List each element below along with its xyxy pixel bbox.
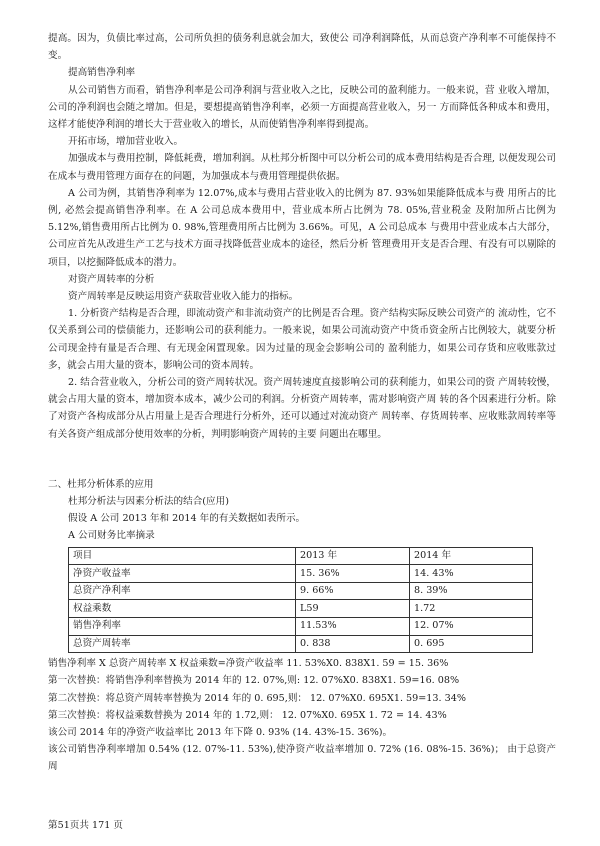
paragraph: 对资产周转率的分析 xyxy=(68,273,155,285)
table-cell: 11.53% xyxy=(296,618,410,636)
table-row xyxy=(69,635,533,653)
section-title: 二、杜邦分析体系的应用 xyxy=(48,478,154,490)
paragraph: 提高销售净利率 xyxy=(68,67,136,79)
document-page xyxy=(48,30,556,776)
paragraph: 该公司销售净利率增加 0.54% (12. 07%-11. 53%),使净资产收益率增加 0. 72% (16. 08%-15. 36%)； 由于总资产周 xyxy=(48,744,556,773)
table-cell: 销售净利率 xyxy=(69,618,296,636)
table-cell: 14. 43% xyxy=(410,565,533,583)
paragraph: 该公司 2014 年的净资产收益率比 2013 年下降 0. 93% (14. 43%-15. 36%)。 xyxy=(48,727,393,739)
table-cell: 总资产净利率 xyxy=(69,582,296,600)
table-header-cell: 项目 xyxy=(69,547,296,565)
table-cell: 权益乘数 xyxy=(69,600,296,618)
table-cell: 12. 07% xyxy=(410,618,533,636)
paragraph: 开拓市场，增加营业收入。 xyxy=(68,136,184,148)
sub-title: 杜邦分析法与因素分析法的结合(应用) xyxy=(68,496,229,508)
body-text-top xyxy=(48,30,556,443)
table-row xyxy=(69,565,533,583)
table-cell: 0. 838 xyxy=(296,635,410,653)
table-caption: A 公司财务比率摘录 xyxy=(68,530,155,542)
paragraph: 2. 结合营业收入，分析公司的资产周转状况。资产周转速度直接影响公司的获利能力，如果公司的资 产周转较慢，就会占用大量的资本，增加资本成本，减少公司的利润。分析资产周转率，需对影响资产周 转的各个因素进行分析。除了对资产各构成部分从占用量上是否合理进行分析外，还可以通过对流动资产 周转率、存货周转率、应收账款周转率等有关各资产组成部分使用效率的分析，判明影响资产周转的主要 问题出在哪里。 xyxy=(48,377,556,440)
table-header-cell: 2013 年 xyxy=(296,547,410,565)
paragraph: 提高。因为，负债比率过高，公司所负担的债务利息就会加大，致使公 司净利润降低，从而总资产净利率不可能保持不变。 xyxy=(48,33,556,62)
table-cell: 0. 695 xyxy=(410,635,533,653)
paragraph: 第一次替换：将销售净利率替换为 2014 年的 12. 07%,则: 12. 07%X0. 838X1. 59=16. 08% xyxy=(48,675,460,687)
table-row xyxy=(69,618,533,636)
table-cell: 9. 66% xyxy=(296,582,410,600)
paragraph: 第三次替换：将权益乘数替换为 2014 年的 1.72,则： 12. 07%X0. 695X 1. 72 = 14. 43% xyxy=(48,709,447,721)
ratio-table xyxy=(68,547,533,654)
table-cell: 8. 39% xyxy=(410,582,533,600)
paragraph: 从公司销售方而看，销售净利率是公司净利润与营业收入之比，反映公司的盈利能力。一般来说，营 业收入增加，公司的净利润也会随之增加。但是，要想提高销售净利率，必须一方面提高营业收入，另一 方而降低各种成本和费用，这样才能使净利润的增长大于营业收入的增长，从而使销售净利率得到提高。 xyxy=(48,84,556,131)
table-header-row xyxy=(69,547,533,565)
intro-text: 假设 A 公司 2013 年和 2014 年的有关数据如表所示。 xyxy=(68,513,306,525)
table-cell: 15. 36% xyxy=(296,565,410,583)
table-cell: 1.72 xyxy=(410,600,533,618)
paragraph: 第二次替换：将总资产周转率替换为 2014 年的 0. 695,则： 12. 07%X0. 695X1. 59=13. 34% xyxy=(48,692,466,704)
table-header-cell: 2014 年 xyxy=(410,547,533,565)
paragraph: 加强成本与费用控制，降低耗费，增加利润。从杜邦分析图中可以分析公司的成本费用结构是否合理, 以便发现公司在成本与费用管理方面存在的问题，为加强成本与费用管理提供依据。 xyxy=(48,153,556,182)
body-text-bottom xyxy=(48,655,556,775)
paragraph: 资产周转率是反映运用资产获取营业收入能力的指标。 xyxy=(68,291,299,303)
page-footer: 第51页共 171 页 xyxy=(48,820,123,831)
table-cell: 总资产周转率 xyxy=(69,635,296,653)
table-row xyxy=(69,600,533,618)
table-cell: 净资产收益率 xyxy=(69,565,296,583)
paragraph: 1. 分析资产结构是否合理，即流动资产和非流动资产的比例是否合理。资产结构实际反映公司资产的 流动性，它不仅关系到公司的偿债能力，还影响公司的获利能力。一般来说，如果公司流动资产中货币资金所占比例较大，就要分析公司现金持有量是否合理、有无现金闲置现象。因为过量的现金会影响公司的 盈利能力，如果公司存货和应收账款过多，就会占用大量的资本，影响公司的资本周转。 xyxy=(48,308,556,371)
paragraph: A 公司为例，其销售净利率为 12.07%,成本与费用占营业收入的比例为 87. 93%如果能降低成本与费 用所占的比例, 必然会提高销售净利率。在 A 公司总成本费用中，营业成本所占比例为 78. 05%,营业税金 及附加所占比例为 5.12%,销售费用所占比例为 0. 98%,管理费用所占比例为 3.66%。可见，A 公司总成本 与费用中营业成本占大部分，公司应首先从改进生产工艺与技术方面寻找降低营业成本的途径，然后分析 管理费用开支是否合理、有没有可以剔除的项目，以挖掘降低成本的潜力。 xyxy=(48,187,556,268)
paragraph: 销售净利率 X 总资产周转率 X 权益乘数=净资产收益率 11. 53%X0. 838X1. 59 = 15. 36% xyxy=(48,658,449,670)
table-row xyxy=(69,582,533,600)
table-cell: L59 xyxy=(296,600,410,618)
